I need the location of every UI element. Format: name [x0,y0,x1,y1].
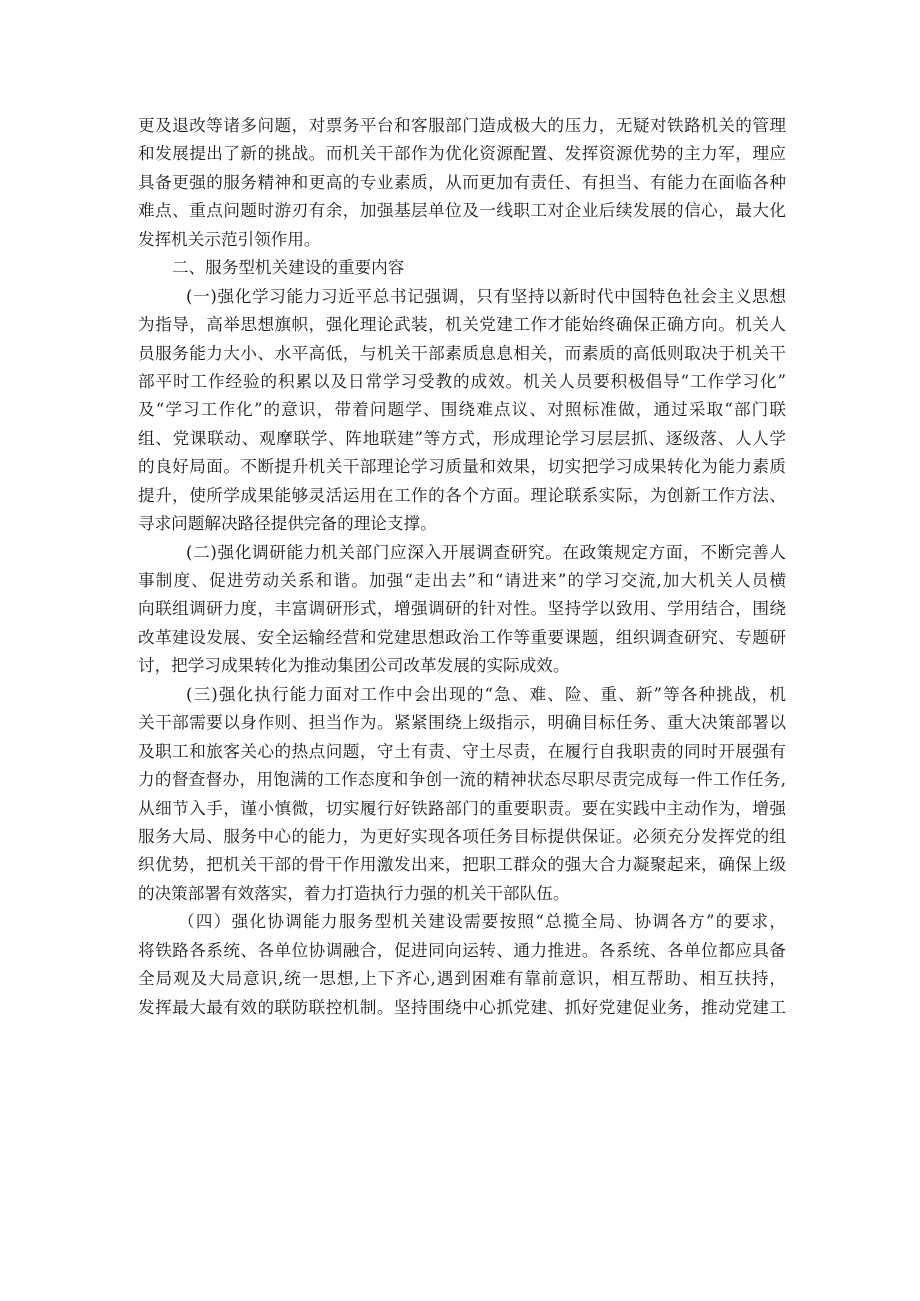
paragraph-coordination [138,908,786,1022]
text-line: 织优势，把机关干部的骨干作用激发出来，把职工群众的强大合力凝聚起来，确保上级 [138,855,786,875]
paragraph-research [138,539,786,681]
text-line: 的决策部署有效落实，着力打造执行力强的机关干部队伍。 [138,883,570,903]
text-line: 讨，把学习成果转化为推动集团公司改革发展的实际成效。 [138,656,570,676]
text-line: 事制度、促进劳动关系和谐。加强“走出去”和“请进来”的学习交流,加大机关人员横 [138,571,786,590]
text-line: 及职工和旅客关心的热点问题，守土有责、守土尽责，在履行自我职责的同时开展强有 [138,741,786,761]
text-line: 及“学习工作化”的意识，带着问题学、围绕难点议、对照标准做，通过采取“部门联 [138,400,786,420]
text-line: 具备更强的服务精神和更高的专业素质，从而更加有责任、有担当、有能力在面临各种 [138,172,786,192]
text-line: 关干部需要以身作则、担当作为。紧紧围绕上级指示，明确目标任务、重大决策部署以 [138,713,786,733]
text-line: 组、党课联动、观摩联学、阵地联建”等方式，形成理论学习层层抓、逐级落、人人学 [138,428,786,448]
section-heading [138,254,786,282]
text-line: 发挥机关示范引领作用。 [138,229,321,249]
text-line: 从细节入手，谨小慎微，切实履行好铁路部门的重要职责。要在实践中主动作为，增强 [138,798,786,818]
document-page [138,112,786,1022]
text-line: 和发展提出了新的挑战。而机关干部作为优化资源配置、发挥资源优势的主力军，理应 [138,144,786,164]
text-line: 服务大局、服务中心的能力，为更好实现各项任务目标提供保证。必须充分发挥党的组 [138,826,786,846]
paragraph-intro [138,112,786,254]
paragraph-execution [138,681,786,909]
text-line: 部平时工作经验的积累以及日常学习受教的成效。机关人员要积极倡导“工作学习化” [138,371,786,391]
text-line: 将铁路各系统、各单位协调融合，促进同向运转、通力推进。各系统、各单位都应具备 [138,940,786,960]
text-line: (一)强化学习能力习近平总书记强调，只有坚持以新时代中国特色社会主义思想 [186,286,786,306]
text-line: 难点、重点问题时游刃有余，加强基层单位及一线职工对企业后续发展的信心，最大化 [138,201,786,221]
text-line: 提升，使所学成果能够灵活运用在工作的各个方面。理论联系实际，为创新工作方法、 [138,485,786,505]
text-line: 更及退改等诸多问题，对票务平台和客服部门造成极大的压力，无疑对铁路机关的管理 [138,116,786,135]
section-title: 二、服务型机关建设的重要内容 [172,258,405,278]
text-line: 寻求问题解决路径提供完备的理论支撑。 [138,514,437,534]
text-line: (二)强化调研能力机关部门应深入开展调查研究。在政策规定方面，不断完善人 [186,542,786,562]
paragraph-learning [138,283,786,539]
text-line: 发挥最大最有效的联防联控机制。坚持围绕中心抓党建、抓好党建促业务，推动党建工 [138,997,786,1017]
text-line: 员服务能力大小、水平高低，与机关干部素质息息相关，而素质的高低则取决于机关干 [138,343,786,363]
text-line: 力的督查督办，用饱满的工作态度和争创一流的精神状态尽职尽责完成每一件工作任务, [138,770,786,790]
text-line: (三)强化执行能力面对工作中会出现的“急、难、险、重、新”等各种挑战，机 [186,684,786,704]
text-line: 为指导，高举思想旗帜，强化理论武装，机关党建工作才能始终确保正确方向。机关人 [138,315,786,335]
text-line: 改革建设发展、安全运输经营和党建思想政治工作等重要课题，组织调查研究、专题研 [138,627,786,647]
text-line: 全局观及大局意识,统一思想,上下齐心,遇到困难有靠前意识，相互帮助、相互扶持， [138,969,786,989]
text-line: 的良好局面。不断提升机关干部理论学习质量和效果，切实把学习成果转化为能力素质 [138,457,786,477]
text-line: 向联组调研力度，丰富调研形式，增强调研的针对性。坚持学以致用、学用结合，围绕 [138,599,786,619]
text-line: （四）强化协调能力服务型机关建设需要按照“总揽全局、协调各方”的要求， [178,912,786,932]
